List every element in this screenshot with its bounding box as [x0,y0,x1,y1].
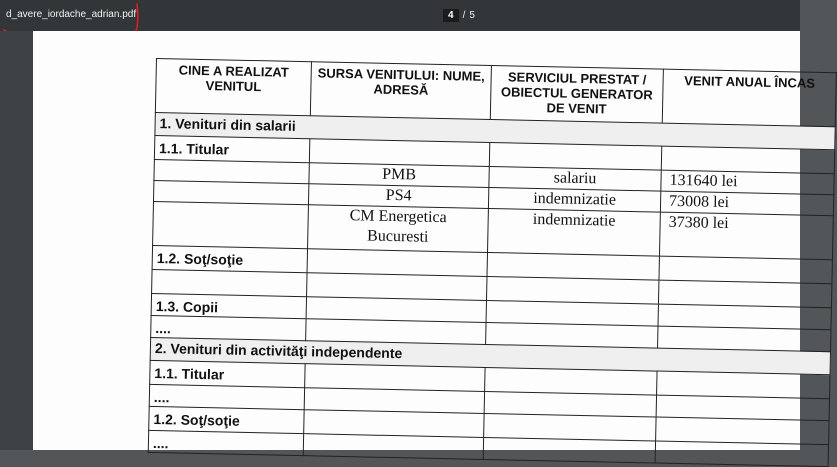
income-source [308,205,489,253]
pdf-toolbar [0,0,800,31]
section-1-title: 1. Venituri din salarii [155,112,835,149]
row-label-titular: 1.1. Titular [150,360,305,387]
income-amount: 37380 lei [659,212,833,260]
file-name: d_avere_iordache_adrian.pdf [6,9,137,20]
income-amount: 131640 lei [661,170,834,195]
income-source-line-2: Bucuresti [366,227,429,246]
income-declaration-table [148,58,836,467]
header-income: VENIT ANUAL ÎNCAS [662,69,836,127]
income-service: indemnizatie [487,208,660,256]
section-2-title: 2. Venituri din activităţi independente [150,337,830,374]
row-label-spouse: 1.2. Soţ/soţie [152,245,307,272]
header-who: CINE A REALIZAT VENITUL [155,59,311,116]
current-page-input[interactable]: 4 [443,9,459,22]
income-service: indemnizatie [488,187,660,212]
total-pages: 5 [469,10,475,21]
row-ellipsis: .... [149,384,304,409]
page-indicator [443,8,475,23]
row-label-children: 1.3. Copii [151,293,306,318]
row-label-spouse: 1.2. Soţ/soţie [149,406,304,433]
income-service: salariu [489,167,661,192]
header-source: SURSA VENITULUI: NUME, ADRESĂ [310,62,491,120]
income-source: PS4 [308,184,488,209]
income-source: PMB [309,163,489,188]
income-amount: 73008 lei [660,191,833,216]
row-ellipsis: .... [151,315,306,340]
page-separator: / [462,10,466,21]
header-service: SERVICIUL PRESTAT / OBIECTUL GENERATOR DE VENIT [490,66,663,124]
pdf-page [33,31,816,452]
viewer-margin [0,31,33,450]
row-label-titular: 1.1. Titular [154,135,309,162]
income-source-line-1: CM Energetica [349,207,447,227]
row-ellipsis: .... [148,430,303,455]
pdf-viewer[interactable] [0,31,816,452]
